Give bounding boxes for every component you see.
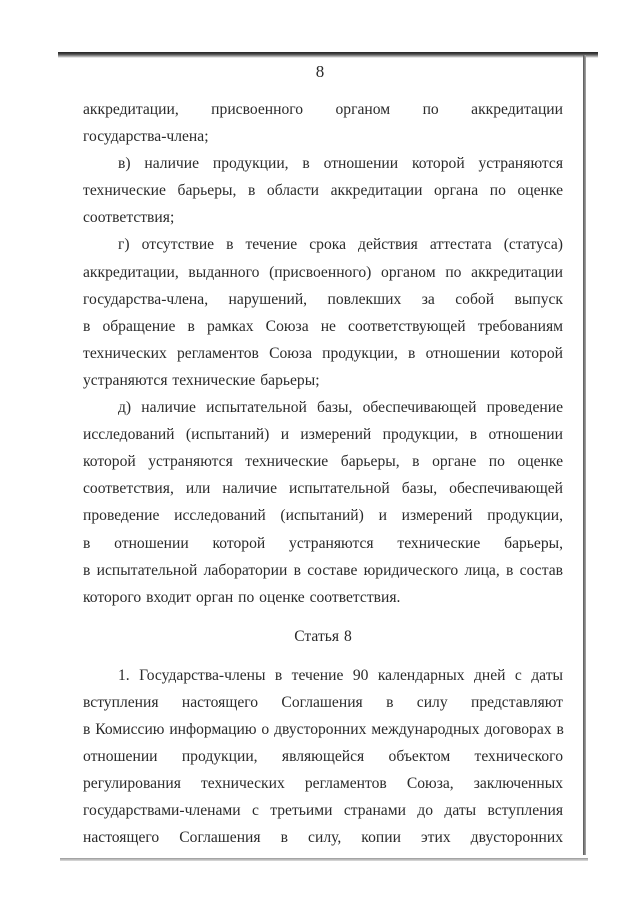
text-line: устраняются технические барьеры; [83,371,320,389]
spacer [83,650,563,662]
text-line: настоящего Соглашения в силу, копии этих двусторонних [83,829,563,847]
text-line: 1. Государства-члены в течение 90 календарных дней с даты [118,666,563,684]
text-line: государства-члена, нарушений, повлекших за собой выпуск [83,290,563,308]
text-line: государства-члена; [83,128,209,146]
text-line: соответствия, или наличие испытательной базы, обеспечивающей [83,480,563,498]
paragraph [83,662,563,852]
spacer [83,611,563,623]
text-line: проведение исследований (испытаний) и измерений продукции, [83,507,563,525]
paragraph [83,150,563,231]
text-line: исследований (испытаний) и измерений продукции, в отношении [83,426,563,444]
paragraph [83,96,563,150]
document-body [83,96,563,852]
paragraph [83,394,563,611]
scan-edge-top [58,52,598,58]
text-line: соответствия; [83,209,175,227]
text-line: государствами-членами с третьими странами до даты вступления [83,802,563,820]
text-line: в обращение в рамках Союза не соответствующей требованиям [83,317,563,335]
text-line: вступления настоящего Соглашения в силу представляют [83,693,563,711]
text-line: в испытательной лаборатории в составе юридического лица, в состав [83,561,563,579]
scan-edge-right [583,55,586,855]
text-line: технические барьеры, в области аккредитации органа по оценке [83,182,563,200]
text-line: технических регламентов Союза продукции, в отношении которой [83,344,563,362]
text-line: которой устраняются технические барьеры, в органе по оценке [83,453,563,471]
paragraph [83,231,563,394]
scan-edge-bottom [60,858,588,861]
text-line: д) наличие испытательной базы, обеспечивающей проведение [118,399,563,417]
text-line: г) отсутствие в течение срока действия аттестата (статуса) [118,236,563,254]
text-line: в Комиссию информацию о двусторонних международных договорах в [83,721,564,739]
article-heading: Статья 8 [294,627,352,645]
text-line: в) наличие продукции, в отношении которой устраняются [118,155,563,173]
text-line: в отношении которой устраняются технические барьеры, [83,534,563,552]
text-line: аккредитации, выданного (присвоенного) органом по аккредитации [83,263,563,281]
page-number: 8 [315,62,325,81]
text-line: отношении продукции, являющейся объектом технического [83,748,563,766]
text-line: аккредитации, присвоенного органом по аккредитации [83,101,563,118]
text-line: которого входит орган по оценке соответствия. [83,588,401,606]
text-line: регулирования технических регламентов Союза, заключенных [83,775,563,793]
